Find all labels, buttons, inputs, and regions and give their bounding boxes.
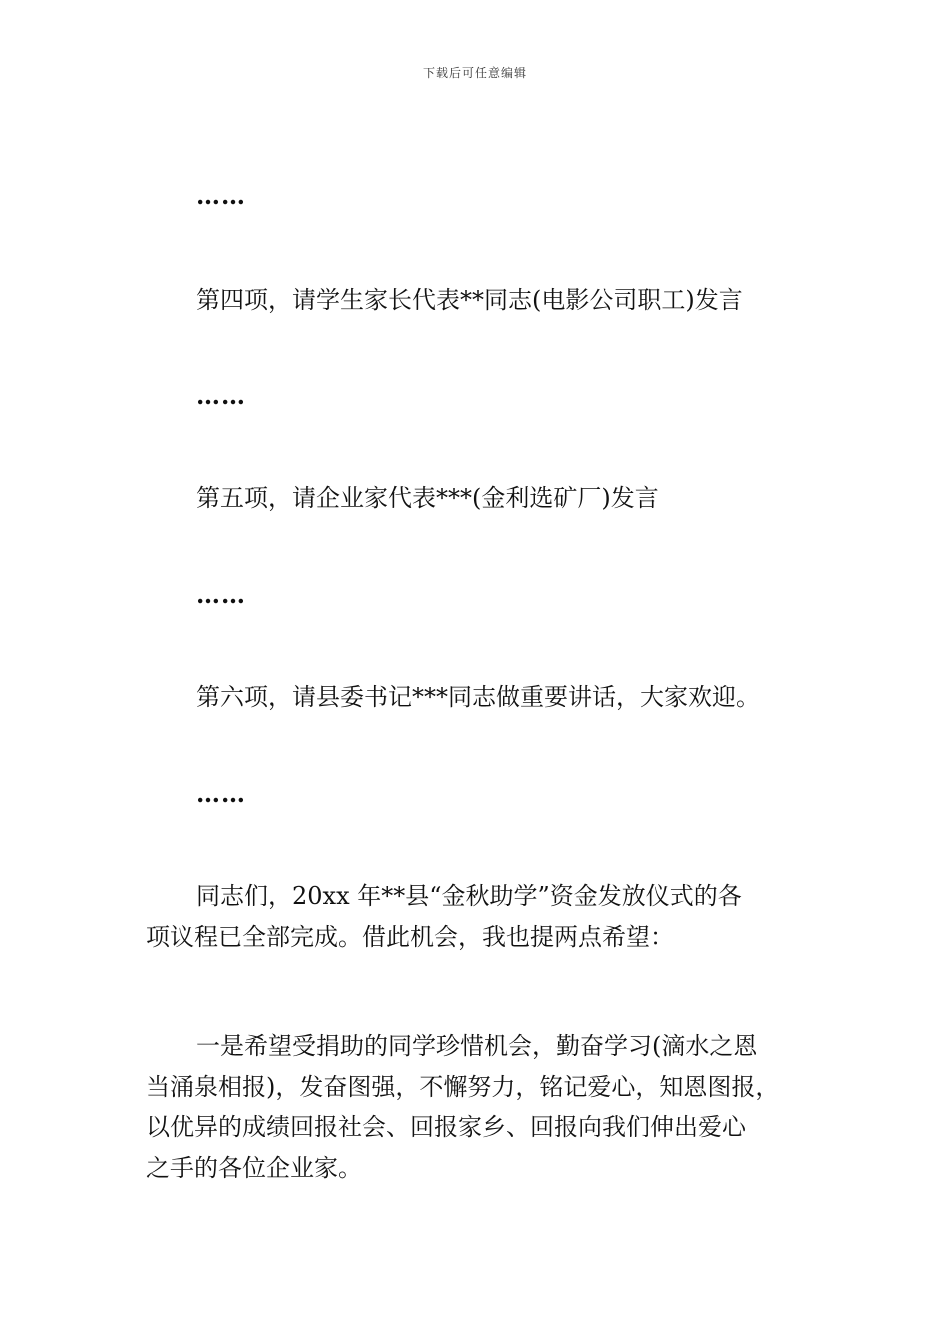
closing-paragraph xyxy=(146,876,836,957)
hope-paragraph xyxy=(146,1026,836,1188)
hope-paragraph-line: 当涌泉相报)，发奋图强，不懈努力，铭记爱心，知恩图报， xyxy=(146,1072,780,1101)
closing-paragraph-line: 同志们，20xx 年**县“金秋助学”资金发放仪式的各 xyxy=(196,882,742,910)
ellipsis-4: …… xyxy=(196,779,246,808)
agenda-item-5: 第五项，请企业家代表***(金利选矿厂)发言 xyxy=(196,484,659,512)
page-header: 下载后可任意编辑 xyxy=(422,66,527,80)
closing-paragraph-line: 项议程已全部完成。借此机会，我也提两点希望： xyxy=(146,922,674,951)
ellipsis-2: …… xyxy=(196,381,246,410)
ellipsis-1: …… xyxy=(196,181,246,210)
hope-paragraph-line: 之手的各位企业家。 xyxy=(146,1153,362,1182)
ellipsis-3: …… xyxy=(196,580,246,609)
hope-paragraph-line: 一是希望受捐助的同学珍惜机会，勤奋学习(滴水之恩 xyxy=(196,1032,758,1060)
hope-paragraph-line: 以优异的成绩回报社会、回报家乡、回报向我们伸出爱心 xyxy=(146,1113,746,1141)
agenda-item-6: 第六项，请县委书记***同志做重要讲话，大家欢迎。 xyxy=(196,683,760,711)
agenda-item-4: 第四项，请学生家长代表**同志(电影公司职工)发言 xyxy=(196,286,743,314)
